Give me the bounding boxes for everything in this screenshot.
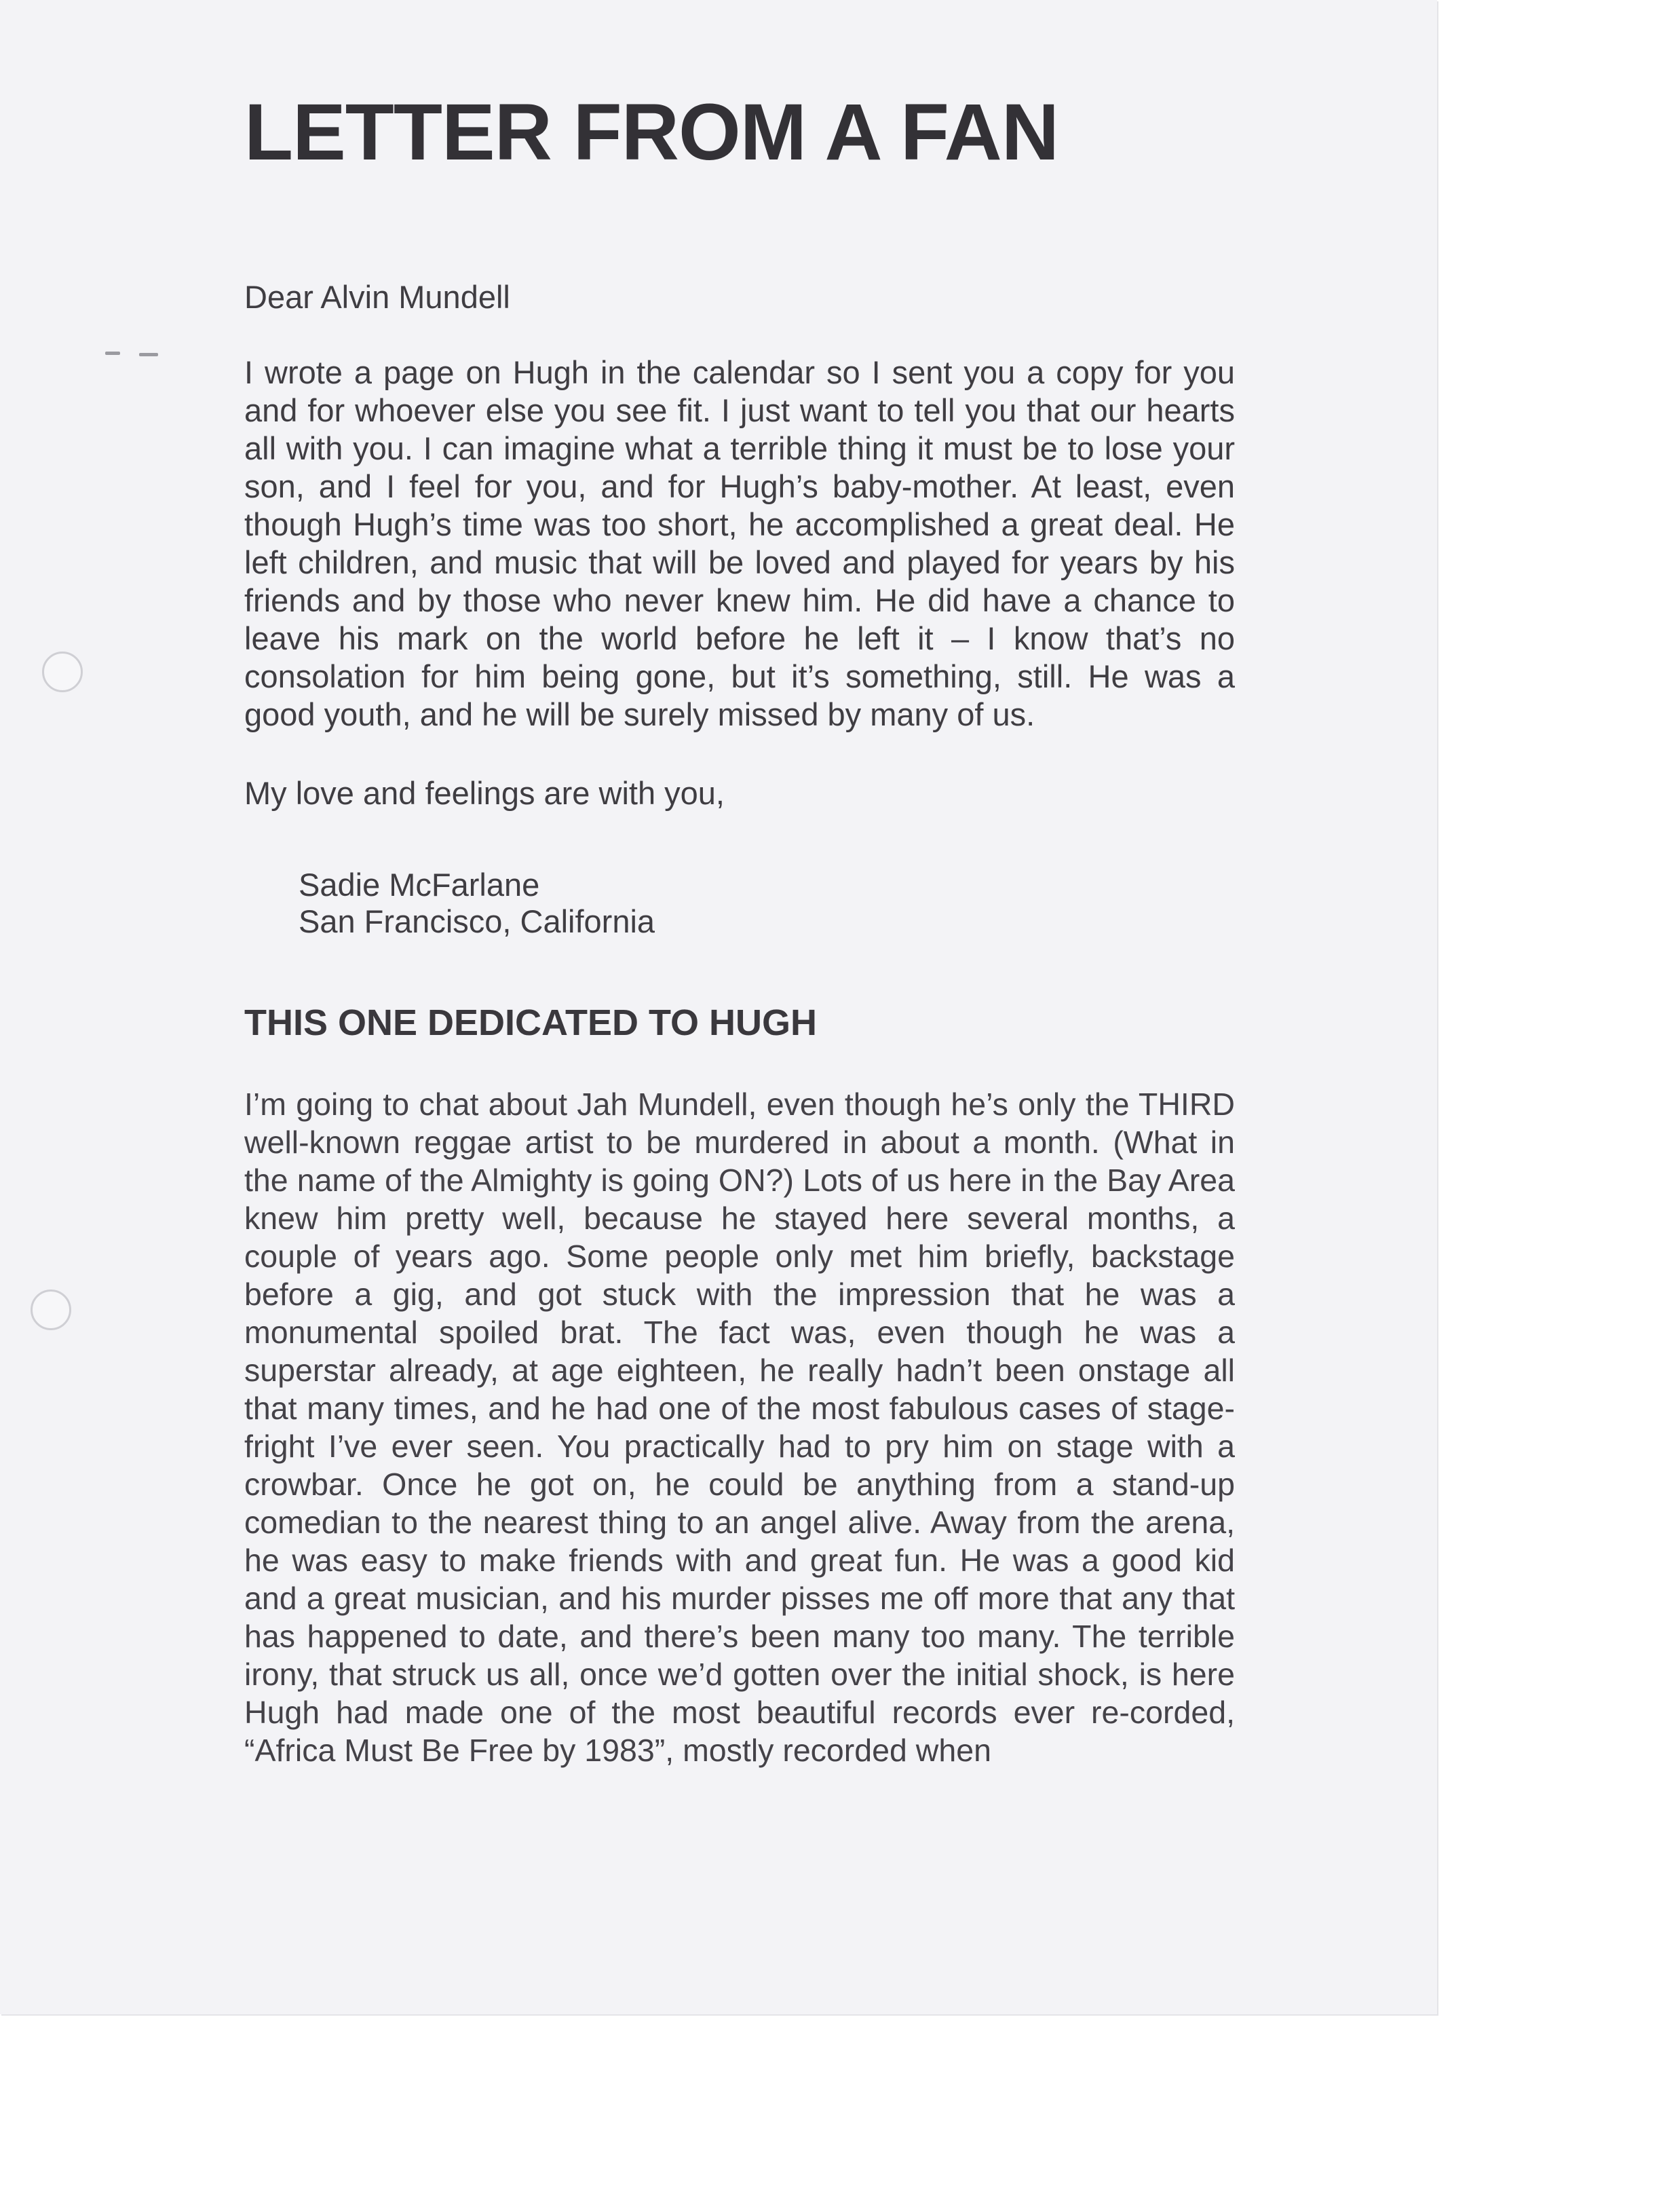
scan-mark — [139, 353, 158, 356]
scan-mark — [105, 352, 120, 355]
letter-salutation: Dear Alvin Mundell — [244, 279, 510, 315]
letter-closing: My love and feelings are with you, — [244, 775, 725, 811]
signature-location: San Francisco, California — [299, 903, 655, 939]
article-body: I’m going to chat about Jah Mundell, even though he’s only the THIRD well-known reggae artist to be murdered in about a month. (What in the name of the Almighty is going ON?) Lots of us here in the Bay Area knew him pretty well, because he stayed here several months, a couple of years ago. Some people only met him briefly, backstage before a gig, and got stuck with the impression that he was a monumental spoiled brat. The fact was, even though he was a superstar already, at age eighteen, he really hadn’t been onstage all that many times, and he had one of the most fabulous cases of stage-fright I’ve ever seen. You practically had to pry him on stage with a crowbar. Once he got on, he could be anything from a stand-up comedian to the nearest thing to an angel alive. Away from the arena, he was easy to make friends with and great fun. He was a good kid and a great musician, and his murder pisses me off more that any that has happened to date, and there’s been many too many. The terrible irony, that struck us all, once we’d gotten over the initial shock, is here Hugh had made one of the most beautiful records ever re-corded, “Africa Must Be Free by 1983”, mostly recorded when — [244, 1087, 1235, 1768]
punch-hole — [42, 652, 83, 692]
document-content — [244, 88, 1235, 1769]
punch-hole — [31, 1289, 71, 1330]
signature-name: Sadie McFarlane — [299, 867, 540, 903]
letter-body: I wrote a page on Hugh in the calendar so I sent you a copy for you and for whoever else you see fit. I just want to tell you that our hearts all with you. I can imagine what a terrible thing it must be to lose your son, and I feel for you, and for Hugh’s baby-mother. At least, even though Hugh’s time was too short, he accomplished a great deal. He left children, and music that will be loved and played for years by his friends and by those who never knew him. He did have a chance to leave his mark on the world before he left it – I know that’s no consolation for him being gone, but it’s something, still. He was a good youth, and he will be surely missed by many of us. — [244, 354, 1235, 732]
page-title: LETTER FROM A FAN — [244, 88, 1059, 177]
section-heading: THIS ONE DEDICATED TO HUGH — [244, 1002, 818, 1043]
letter-signature — [244, 867, 1235, 940]
